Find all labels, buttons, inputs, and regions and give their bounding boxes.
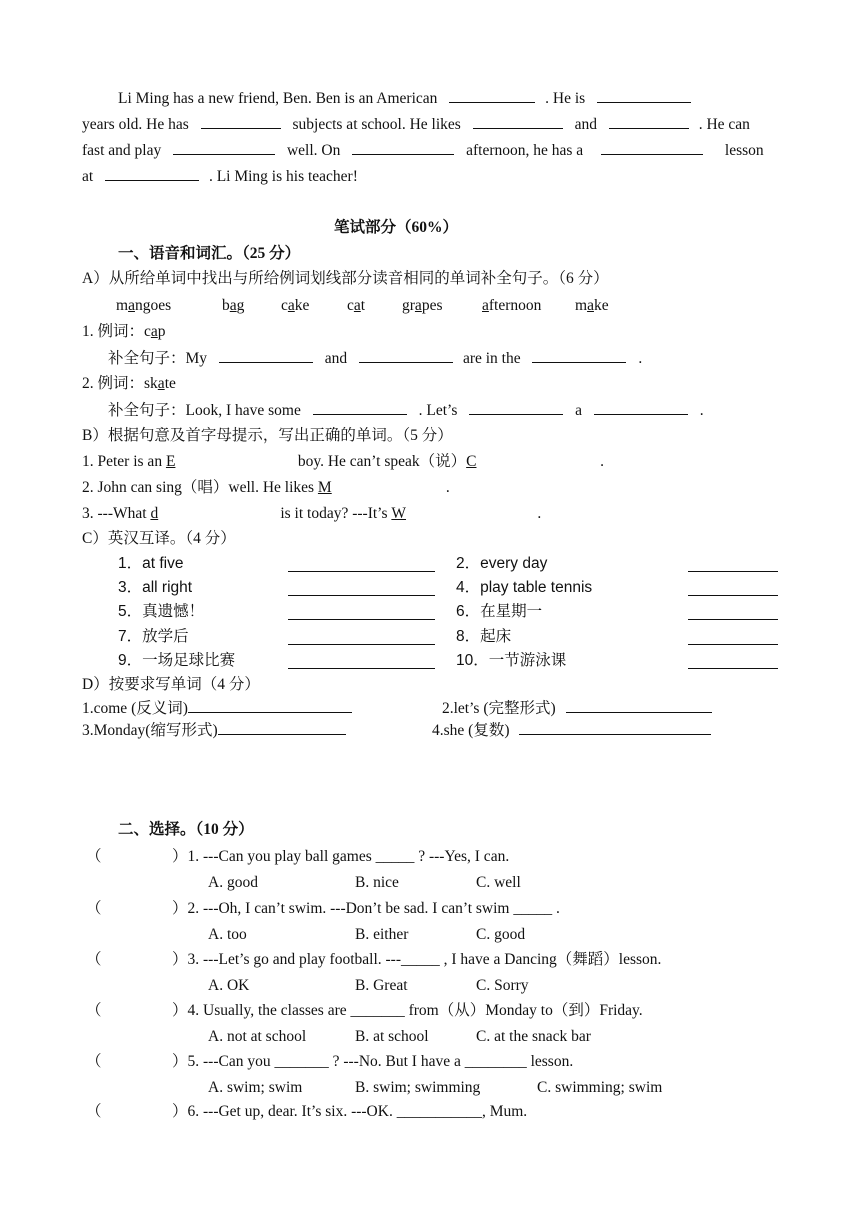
blank-line[interactable] (188, 698, 352, 713)
answer-line[interactable] (688, 571, 778, 572)
mcq-option-a[interactable]: A. OK (208, 977, 250, 994)
partD-q3: 3.Monday(缩写形式) (82, 720, 346, 741)
mcq-option-c[interactable]: C. at the snack bar (476, 1028, 591, 1045)
passage-text: at (82, 168, 94, 185)
passage-text: . He can (698, 116, 750, 133)
passage-text: and (574, 116, 597, 133)
mcq-option-c[interactable]: C. swimming; swim (537, 1079, 663, 1096)
passage-text: . He is (545, 90, 586, 107)
mcq-option-b[interactable]: B. either (355, 926, 409, 943)
passage-line-1 (118, 88, 691, 109)
mcq-option-c[interactable]: C. Sorry (476, 977, 529, 994)
answer-line[interactable] (288, 595, 435, 596)
hint-blank[interactable]: M (317, 479, 332, 496)
blank-line[interactable] (105, 166, 199, 181)
translation-item: 1．at five (118, 555, 184, 572)
passage-text: lesson (724, 142, 764, 159)
word-option: cat (347, 297, 366, 314)
part2-title: 二、选择。（10 分） (118, 821, 254, 838)
translation-item: 8．起床 (456, 628, 512, 645)
mcq-question: ）5. ---Can you _______ ? ---No. But I have a ________ lesson. (172, 1053, 574, 1070)
blank-line[interactable] (469, 400, 563, 415)
hint-blank[interactable]: E (165, 453, 176, 470)
word-option: bag (222, 297, 245, 314)
partD-q4: 4.she (复数) (432, 720, 711, 741)
word-option: afternoon (482, 297, 542, 314)
partB-q3: 3. ---What d is it today? ---It’s W . (82, 505, 542, 522)
mcq-option-a[interactable]: A. too (208, 926, 247, 943)
mcq-question: ）4. Usually, the classes are _______ from（从）Monday to（到）Friday. (172, 1002, 643, 1019)
translation-item: 10．一节游泳课 (456, 652, 567, 669)
word-option: mangoes (116, 297, 172, 314)
answer-paren[interactable]: （ (86, 900, 102, 917)
mcq-option-c[interactable]: C. good (476, 926, 526, 943)
mcq-option-b[interactable]: B. at school (355, 1028, 429, 1045)
mcq-option-b[interactable]: B. swim; swimming (355, 1079, 481, 1096)
partB-title: B）根据句意及首字母提示，写出正确的单词。（5 分） (82, 427, 453, 444)
word-list (116, 296, 656, 316)
passage-text: . Li Ming is his teacher! (208, 168, 358, 185)
section-title: 笔试部分（60%） (334, 219, 459, 236)
mcq-question: ）2. ---Oh, I can’t swim. ---Don’t be sad. I can’t swim _____ . (172, 900, 560, 917)
answer-line[interactable] (288, 619, 435, 620)
passage-line-3 (82, 140, 764, 161)
blank-line[interactable] (313, 400, 407, 415)
mcq-option-b[interactable]: B. Great (355, 977, 408, 994)
translation-item: 4．play table tennis (456, 579, 593, 596)
passage-text: afternoon, he has a (466, 142, 584, 159)
answer-line[interactable] (688, 668, 778, 669)
answer-line[interactable] (688, 644, 778, 645)
passage-line-2 (82, 114, 750, 135)
blank-line[interactable] (609, 114, 689, 129)
translation-item: 5．真遗憾！ (118, 603, 205, 620)
partC-title: C）英汉互译。（4 分） (82, 530, 236, 547)
blank-line[interactable] (601, 140, 703, 155)
answer-paren[interactable]: （ (86, 1002, 102, 1019)
partA-q2-sentence: 补全句子：Look, I have some . Let’s a . (108, 402, 704, 419)
hint-blank[interactable]: W (391, 505, 407, 522)
blank-line[interactable] (594, 400, 688, 415)
mcq-option-c[interactable]: C. well (476, 874, 521, 891)
mcq-question: ）6. ---Get up, dear. It’s six. ---OK. ___________, Mum. (172, 1103, 528, 1120)
passage-text: years old. He has (82, 116, 189, 133)
blank-line[interactable] (173, 140, 275, 155)
blank-line[interactable] (218, 720, 346, 735)
translation-item: 3．all right (118, 579, 193, 596)
answer-paren[interactable]: （ (86, 1103, 102, 1120)
passage-text: Li Ming has a new friend, Ben. Ben is an American (118, 90, 438, 107)
passage-line-4 (82, 166, 358, 187)
mcq-option-b[interactable]: B. nice (355, 874, 399, 891)
partB-q2: 2. John can sing（唱）well. He likes M . (82, 479, 450, 496)
partD-title: D）按要求写单词（4 分） (82, 676, 260, 693)
partA-title: A）从所给单词中找出与所给例词划线部分读音相同的单词补全句子。（6 分） (82, 270, 609, 287)
mcq-option-a[interactable]: A. swim; swim (208, 1079, 303, 1096)
mcq-option-a[interactable]: A. not at school (208, 1028, 307, 1045)
blank-line[interactable] (566, 698, 712, 713)
answer-paren[interactable]: （ (86, 1053, 102, 1070)
blank-line[interactable] (473, 114, 563, 129)
hint-blank[interactable]: d (150, 505, 159, 522)
answer-line[interactable] (288, 571, 435, 572)
blank-line[interactable] (597, 88, 691, 103)
part1-title: 一、语音和词汇。（25 分） (118, 245, 301, 262)
partA-q1-example: 1. 例词：cap (82, 323, 166, 340)
partA-q2-example: 2. 例词：skate (82, 375, 176, 392)
hint-blank[interactable]: C (466, 453, 477, 470)
mcq-question: ）3. ---Let’s go and play football. ---_____ , I have a Dancing（舞蹈）lesson. (172, 951, 662, 968)
translation-item: 7．放学后 (118, 628, 189, 645)
blank-line[interactable] (359, 348, 453, 363)
passage-text: well. On (286, 142, 341, 159)
blank-line[interactable] (519, 720, 711, 735)
partD-q1: 1.come (反义词) (82, 698, 352, 719)
answer-line[interactable] (288, 644, 435, 645)
blank-line[interactable] (449, 88, 535, 103)
answer-line[interactable] (688, 619, 778, 620)
word-option: cake (281, 297, 310, 314)
answer-paren[interactable]: （ (86, 951, 102, 968)
translation-item: 9．一场足球比赛 (118, 652, 236, 669)
blank-line[interactable] (532, 348, 626, 363)
partB-q1: 1. Peter is an E boy. He can’t speak（说）C . (82, 453, 605, 470)
blank-line[interactable] (201, 114, 281, 129)
mcq-option-a[interactable]: A. good (208, 874, 258, 891)
blank-line[interactable] (352, 140, 454, 155)
answer-line[interactable] (688, 595, 778, 596)
word-option: make (575, 297, 609, 314)
answer-paren[interactable]: （ (86, 848, 102, 865)
word-option: grapes (402, 297, 443, 314)
answer-line[interactable] (288, 668, 435, 669)
partD-q2: 2.let’s (完整形式) (442, 698, 712, 719)
passage-text: subjects at school. He likes (292, 116, 461, 133)
translation-item: 2．every day (456, 555, 548, 572)
passage-text: fast and play (82, 142, 162, 159)
partA-q1-sentence: 补全句子：My and are in the . (108, 350, 643, 367)
blank-line[interactable] (219, 348, 313, 363)
mcq-question: ）1. ---Can you play ball games _____ ? ---Yes, I can. (172, 848, 510, 865)
translation-item: 6．在星期一 (456, 603, 543, 620)
